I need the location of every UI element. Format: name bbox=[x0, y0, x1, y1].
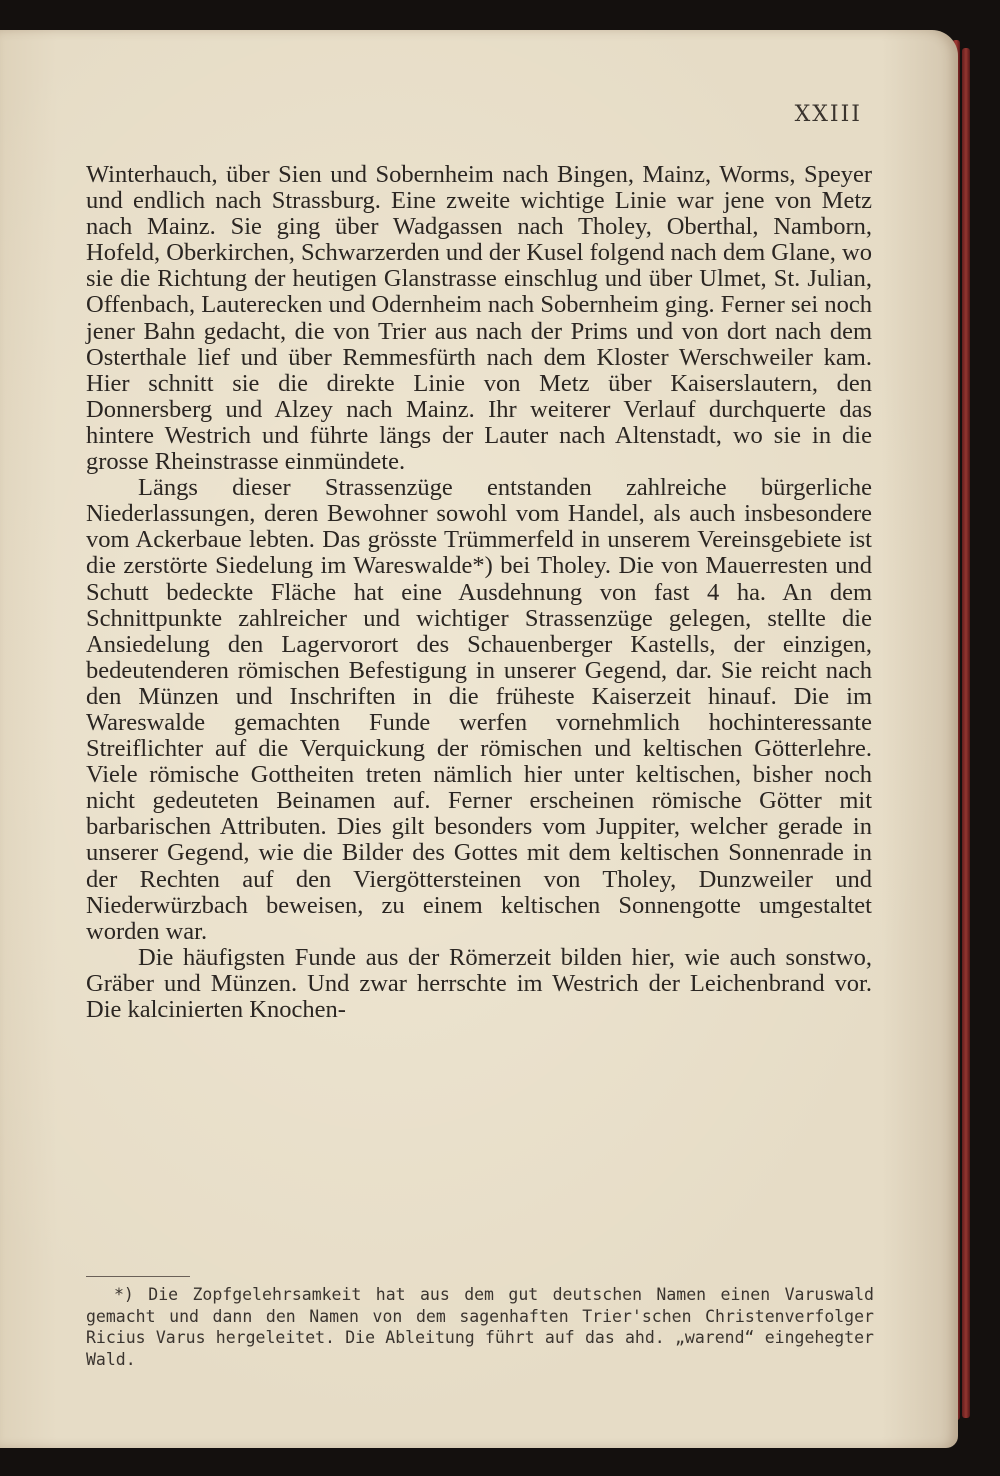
book-page bbox=[0, 30, 958, 1448]
paragraph-2: Längs dieser Strassenzüge entstanden zahlreiche bürgerliche Niederlassungen, deren Bewohner sowohl vom Handel, als auch insbesondere vom Ackerbaue lebten. Das grösste Trümmerfeld in unserem Vereinsgebiete ist die zerstörte Siedelung im Wareswalde*) bei Tholey. Die von Mauerresten und Schutt bedeckte Fläche hat eine Ausdehnung von fast 4 ha. An dem Schnittpunkte zahlreicher und wichtiger Strassenzüge gelegen, stellte die Ansiedelung den Lagervorort des Schauenberger Kastells, der einzigen, bedeutenderen römischen Befestigung in unserer Gegend, dar. Sie reicht nach den Münzen und Inschriften in die früheste Kaiserzeit hinauf. Die im Wareswalde gemachten Funde werfen vornehmlich hochinteressante Streiflichter auf die Verquickung der römischen und keltischen Götterlehre. Viele römische Gottheiten treten nämlich hier unter keltischen, bisher noch nicht gedeuteten Beinamen auf. Ferner erscheinen römische Götter mit barbarischen Attributen. Dies gilt besonders vom Juppiter, welcher gerade in unserer Gegend, wie die Bilder des Gottes mit dem keltischen Sonnenrade in der Rechten auf den Viergöttersteinen von Tholey, Dunzweiler und Niederwürzbach beweisen, zu einem keltischen Sonnengotte umgestaltet worden war. bbox=[86, 474, 872, 945]
paragraph-1: Winterhauch, über Sien und Sobernheim nach Bingen, Mainz, Worms, Speyer und endlich nach Strassburg. Eine zweite wichtige Linie war jene von Metz nach Mainz. Sie ging über Wadgassen nach Tholey, Oberthal, Namborn, Hofeld, Oberkirchen, Schwarzerden und der Kusel folgend nach dem Glane, wo sie die Richtung der heutigen Glanstrasse einschlug und über Ulmet, St. Julian, Offenbach, Lauterecken und Odernheim nach Sobernheim ging. Ferner sei noch jener Bahn gedacht, die von Trier aus nach der Prims und von dort nach dem Osterthale lief und über Remmesfürth nach dem Kloster Werschweiler kam. Hier schnitt sie die direkte Linie von Metz über Kaiserslautern, den Donnersberg und Alzey nach Mainz. Ihr weiterer Verlauf durchquerte das hintere Westrich und führte längs der Lauter nach Altenstadt, wo sie in die grosse Rheinstrasse einmündete. bbox=[86, 161, 872, 476]
paragraph-3: Die häufigsten Funde aus der Römerzeit bilden hier, wie auch sonstwo, Gräber und Münzen. Und zwar herrschte im Westrich der Leichenbrand vor. Die kalcinierten Knochen- bbox=[86, 943, 872, 1023]
page-edge-red bbox=[962, 48, 970, 1418]
page-number: XXIII bbox=[794, 102, 862, 127]
footnote: *) Die Zopfgelehrsamkeit hat aus dem gut deutschen Namen einen Varuswald gemacht und dann den Namen von dem sagenhaften Trier'schen Christenverfolger Ricius Varus hergeleitet. Die Ableitung führt auf das ahd. „warend“ eingehegter Wald. bbox=[86, 1285, 874, 1369]
body-text bbox=[86, 162, 872, 1023]
footnote-divider bbox=[86, 1276, 190, 1277]
